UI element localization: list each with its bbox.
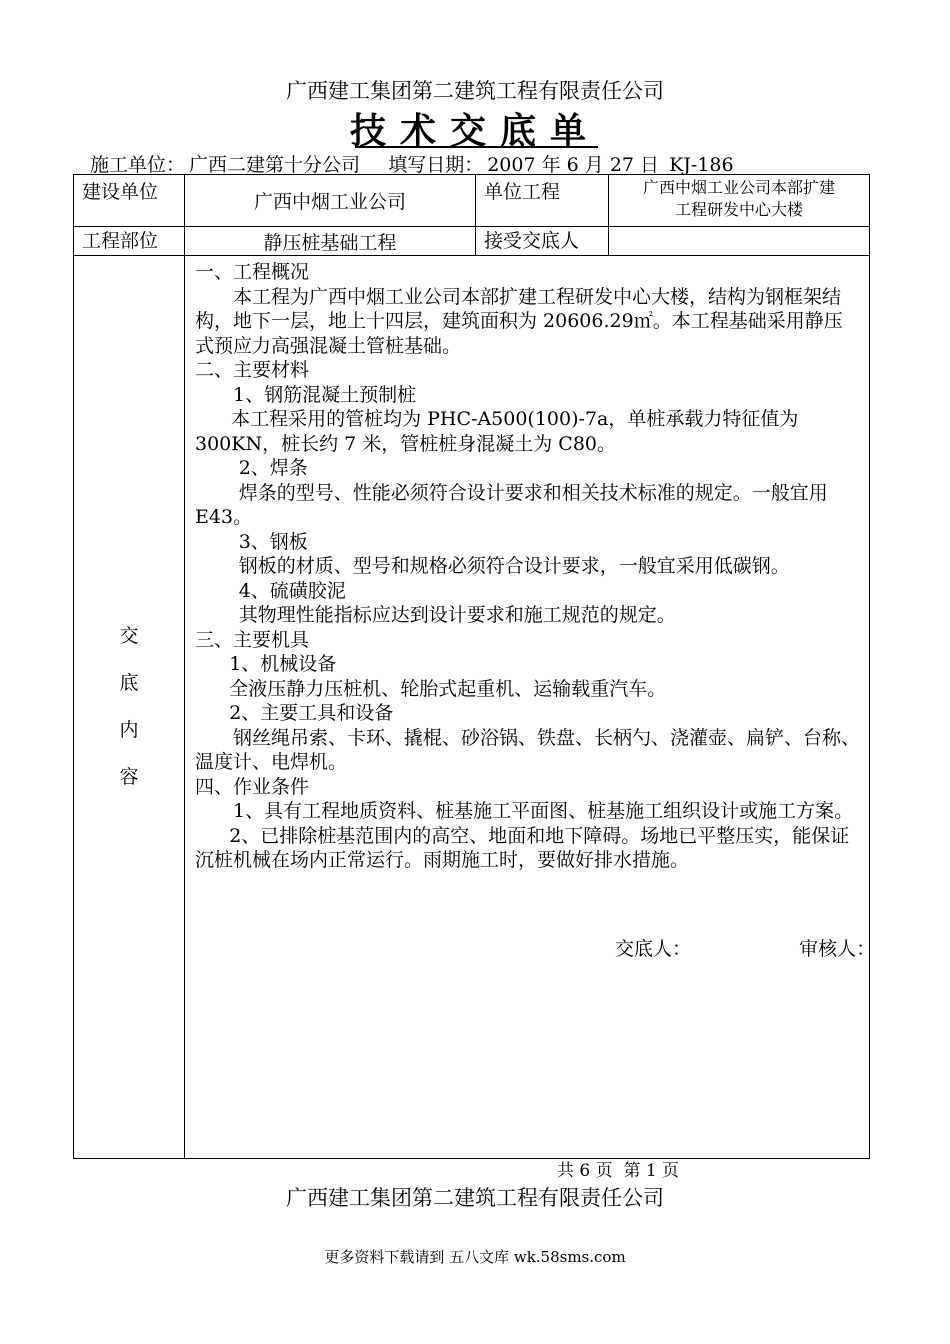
subheading: 2、焊条 xyxy=(238,457,308,479)
footer-promo: 更多资料下载请到 五八文库 wk.58sms.com xyxy=(324,1248,626,1266)
table-row xyxy=(74,227,870,256)
reviewer-label: 审核人： xyxy=(799,938,876,960)
content-label xyxy=(74,256,185,1159)
paragraph: 钢丝绳吊索、卡环、撬棍、砂浴锅、铁盘、长柄勺、浇灌壶、扁铲、台称、温度计、电焊机。 xyxy=(195,726,861,773)
section-heading: 一、工程概况 xyxy=(195,261,310,283)
fill-date-label: 填写日期： xyxy=(388,154,484,176)
subheading: 3、钢板 xyxy=(238,530,308,553)
paragraph: 1、具有工程地质资料、桩基施工平面图、桩基施工组织设计或施工方案。 xyxy=(233,800,854,822)
subheading: 4、硫磺胶泥 xyxy=(238,579,346,602)
paragraph: 钢板的材质、型号和规格必须符合设计要求，一般宜采用低碳钢。 xyxy=(238,555,790,577)
construction-unit-value: 广西二建第十分公司 xyxy=(189,154,361,176)
paragraph: 本工程采用的管桩均为 PHC-A500(100)-7a，单桩承载力特征值为 300KN，桩长约 7 米，管桩桩身混凝土为 C80。 xyxy=(195,408,799,455)
section-heading: 二、主要材料 xyxy=(195,359,310,381)
builder-label: 建设单位 xyxy=(74,175,185,227)
unit-project-label: 单位工程 xyxy=(476,175,609,227)
signature-line xyxy=(615,934,875,961)
company-name-top: 广西建工集团第二建筑工程有限责任公司 xyxy=(286,79,664,103)
paragraph: 本工程为广西中烟工业公司本部扩建工程研发中心大楼，结构为钢框架结构，地下一层，地上十四层，建筑面积为 20606.29㎡。本工程基础采用静压式预应力高强混凝土管桩基础。 xyxy=(195,285,843,357)
company-name-bottom: 广西建工集团第二建筑工程有限责任公司 xyxy=(286,1186,664,1210)
table-row xyxy=(74,256,870,1159)
content-body xyxy=(185,256,876,1159)
disclosure-table xyxy=(73,174,876,1159)
meta-line xyxy=(90,150,738,177)
page-number xyxy=(557,1156,679,1181)
page-current: 第 1 页 xyxy=(623,1161,680,1181)
receiver-value xyxy=(609,227,870,256)
part-label: 工程部位 xyxy=(74,227,185,256)
document-number: KJ-186 xyxy=(669,154,734,176)
title-underline xyxy=(355,146,598,148)
content-label-char: 内 xyxy=(119,719,139,741)
signer-label: 交底人： xyxy=(615,938,692,960)
subheading: 2、主要工具和设备 xyxy=(229,702,394,724)
unit-project-line-2: 工程研发中心大楼 xyxy=(674,200,803,219)
section-heading: 三、主要机具 xyxy=(195,628,310,651)
subheading: 1、机械设备 xyxy=(229,653,337,675)
page-total: 共 6 页 xyxy=(557,1161,613,1181)
construction-unit-label: 施工单位： xyxy=(90,154,186,176)
content-label-char: 底 xyxy=(119,672,139,694)
fill-date-value: 2007 年 6 月 27 日 xyxy=(487,154,660,176)
unit-project-line-1: 广西中烟工业公司本部扩建 xyxy=(642,178,835,197)
paragraph: 2、已排除桩基范围内的高空、地面和地下障碍。场地已平整压实，能保证沉桩机械在场内正常运行。雨期施工时，要做好排水措施。 xyxy=(195,824,850,871)
part-value: 静压桩基础工程 xyxy=(185,227,476,256)
table-row xyxy=(74,175,870,227)
subheading: 1、钢筋混凝土预制桩 xyxy=(233,383,417,406)
content-label-char: 容 xyxy=(119,766,139,788)
section-heading: 四、作业条件 xyxy=(195,775,310,798)
content-label-char: 交 xyxy=(119,625,139,647)
paragraph: 全液压静力压桩机、轮胎式起重机、运输载重汽车。 xyxy=(229,677,667,700)
document-title: 技术交底单 xyxy=(349,110,600,152)
paragraph: 其物理性能指标应达到设计要求和施工规范的规定。 xyxy=(238,604,676,626)
builder-value: 广西中烟工业公司 xyxy=(185,175,476,227)
paragraph: 焊条的型号、性能必须符合设计要求和相关技术标准的规定。一般宜用 E43。 xyxy=(195,481,828,528)
receiver-label: 接受交底人 xyxy=(476,227,609,256)
unit-project-value xyxy=(609,175,870,227)
